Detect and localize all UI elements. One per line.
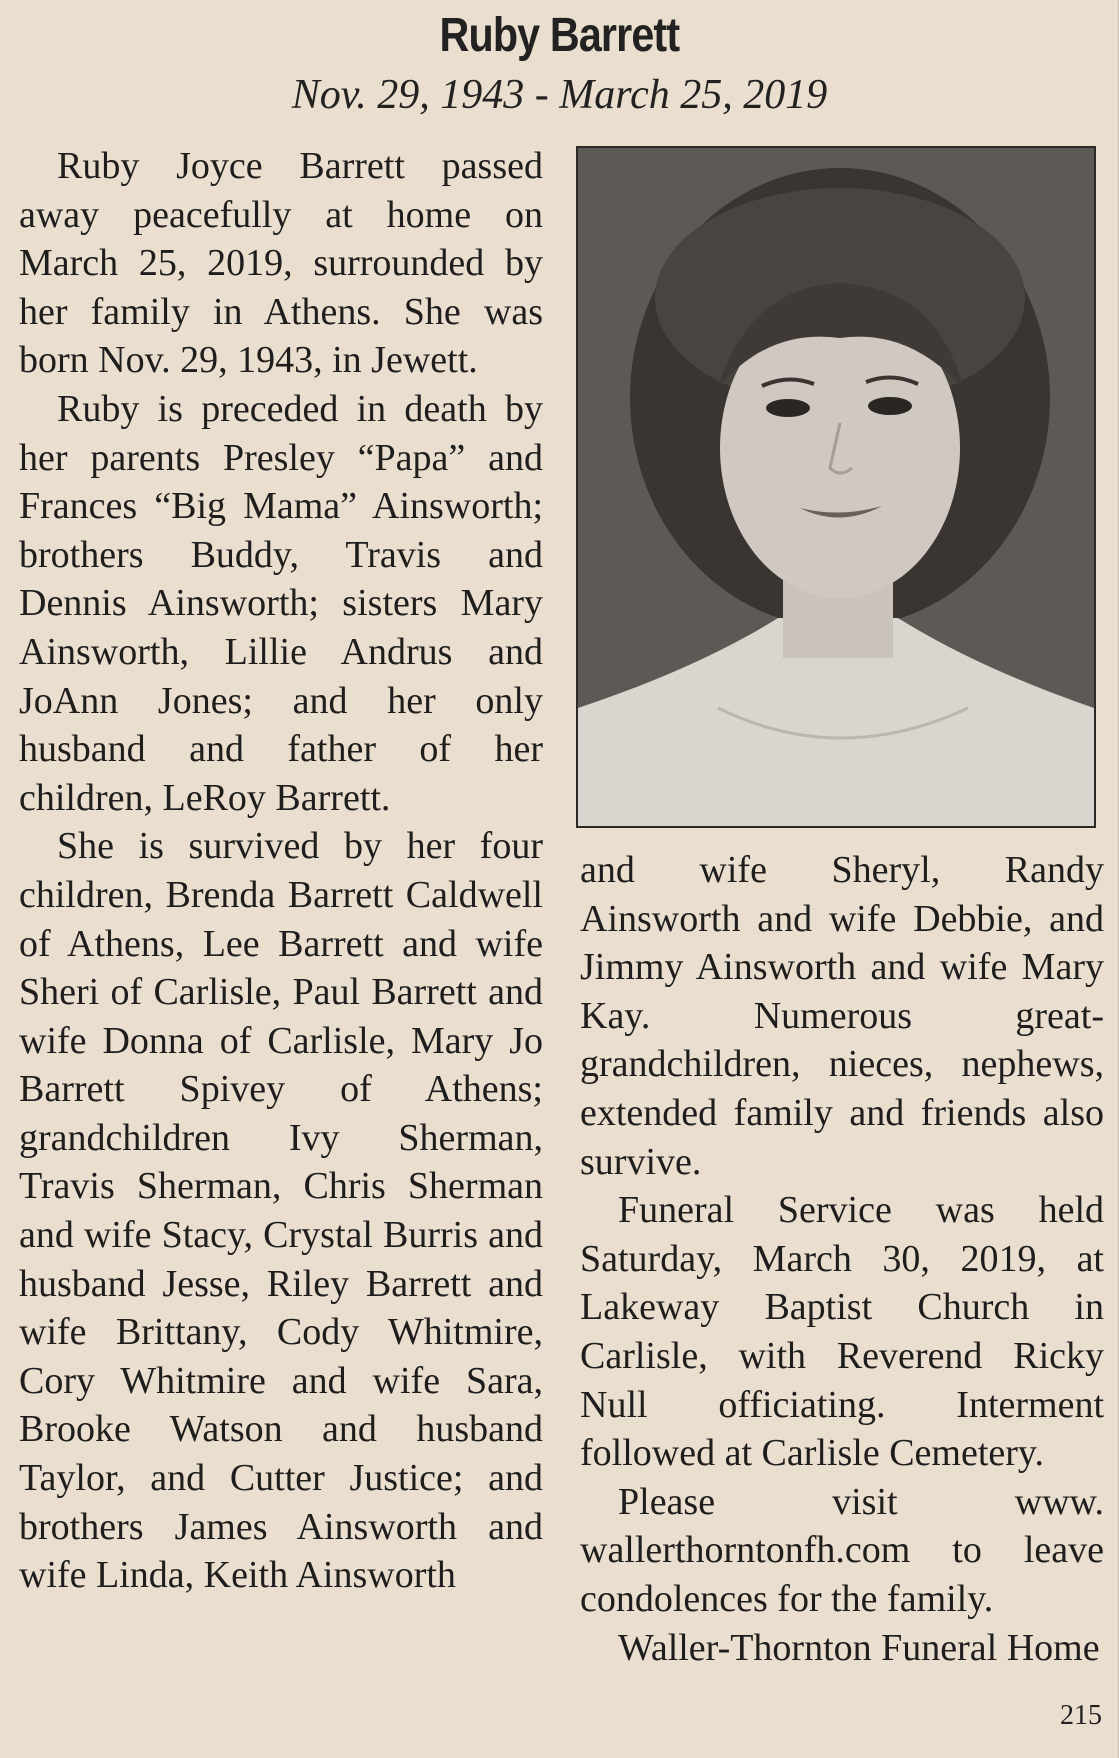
paragraph-condolences: Please visit www. wallerthorntonfh.com to leave condolences for the family. [580,1480,1104,1620]
paragraph-funeral-home: Waller-Thornton Funeral Home [618,1626,1100,1669]
portrait-image [578,148,1094,826]
obituary-name: Ruby Barrett [439,9,680,62]
obituary-dates: Nov. 29, 1943 - March 25, 2019 [291,72,828,118]
paragraph-survived: She is survived by her four children, Brenda Barrett Caldwell of Athens, Lee Barrett and wife Sheri of Carlisle, Paul Barrett and wife Donna of Carlisle, Mary Jo Barrett Spivey of Athens; grandchildren Ivy Sherman, Travis Sherman, Chris Sherman and wife Stacy, Crystal Burris and husband Jesse, Riley Barrett and wife Brittany, Cody Whitmire, Cory Whitmire and wife Sara, Brooke Watson and husband Taylor, and Cutter Justice; and brothers James Ainsworth and wife Linda, Keith Ainsworth [19,825,543,1597]
paragraph-preceded: Ruby is preceded in death by her parents Presley “Papa” and Frances “Big Mama” Ainsworth; brothers Buddy, Travis and Dennis Ainsworth; sisters Mary Ainsworth, Lillie Andrus and JoAnn Jones; and her only husband and father of her children, LeRoy Barrett. [19,387,543,819]
obituary-header [0,6,1119,120]
page-number: 215 [1060,1700,1102,1731]
paragraph-service: Funeral Service was held Saturday, March 30, 2019, at Lakeway Baptist Church in Carlisle, with Reverend Ricky Null officiating. Interment followed at Carlisle Cemetery. [580,1189,1104,1475]
paragraph-survived-continued: and wife Sheryl, Randy Ainsworth and wife Debbie, and Jimmy Ainsworth and wife Mary Kay. Numerous great-grandchildren, nieces, nephews, extended family and friends also survive. [580,849,1104,1183]
left-column [19,142,543,1600]
portrait-photo [576,146,1096,828]
right-column [580,846,1104,1672]
paragraph-passing: Ruby Joyce Barrett passed away peacefully at home on March 25, 2019, surrounded by her family in Athens. She was born Nov. 29, 1943, in Jewett. [19,145,543,382]
